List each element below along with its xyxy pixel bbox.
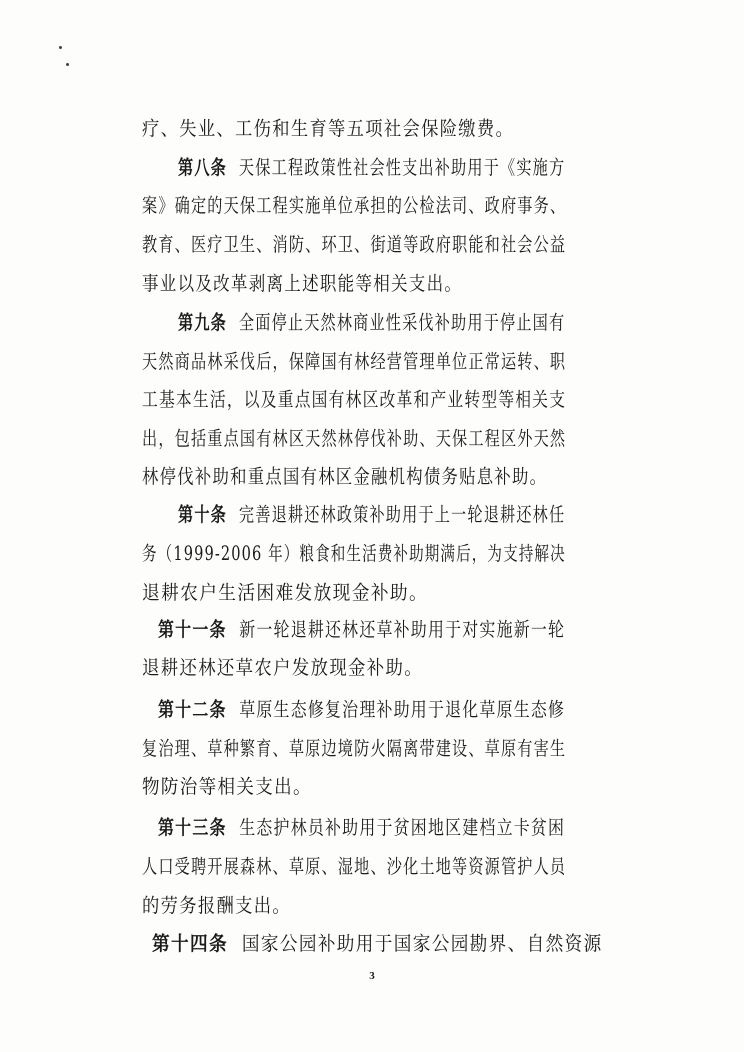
scan-speck — [66, 63, 69, 66]
article-label: 第十四条 — [152, 932, 228, 955]
text-line — [142, 387, 566, 413]
line-text: 的劳务报酬支出。 — [142, 894, 292, 917]
line-text: 务（1999-2006 年）粮食和生活费补助期满后，为支持解决 — [142, 542, 566, 565]
text-line — [142, 271, 462, 297]
line-text: 案》确定的天保工程实施单位承担的公检法司、政府事务、 — [142, 194, 567, 217]
text-line — [142, 464, 547, 490]
article-heading-line — [178, 502, 565, 528]
text-line — [142, 193, 566, 219]
article-label: 第十一条 — [158, 618, 227, 641]
article-heading-line — [158, 617, 565, 643]
text-line — [142, 854, 566, 880]
text-line — [142, 655, 423, 681]
scan-speck — [59, 46, 62, 49]
line-text: 出，包括重点国有林区天然林停伐补助、天保工程区外天然 — [142, 427, 567, 450]
line-text: 完善退耕还林政策补助用于上一轮退耕还林任 — [238, 503, 566, 526]
line-text: 物防治等相关支出。 — [142, 775, 312, 798]
line-text: 教育、医疗卫生、消防、环卫、街道等政府职能和社会公益 — [142, 233, 567, 256]
line-text: 天保工程政策性社会性支出补助用于《实施方 — [238, 156, 566, 179]
line-text: 草原生态修复治理补助用于退化草原生态修 — [239, 698, 566, 721]
page-number: 3 — [369, 970, 375, 982]
line-text: 疗、失业、工伤和生育等五项社会保险缴费。 — [142, 117, 515, 140]
line-text: 生态护林员补助用于贫困地区建档立卡贫困 — [239, 816, 566, 839]
line-text: 国家公园补助用于国家公园勘界、自然资源 — [241, 932, 603, 955]
line-text: 人口受聘开展森林、草原、湿地、沙化土地等资源管护人员 — [142, 855, 567, 878]
text-line — [142, 349, 566, 375]
article-heading-line — [158, 815, 565, 841]
text-line — [142, 232, 566, 258]
article-heading-line — [152, 931, 603, 957]
text-line — [142, 736, 566, 762]
text-line — [142, 426, 566, 452]
article-label: 第十三条 — [158, 816, 227, 839]
line-text: 事业以及改革剥离上述职能等相关支出。 — [142, 272, 463, 295]
article-heading-line — [158, 697, 565, 723]
article-label: 第九条 — [178, 311, 227, 334]
text-line — [142, 580, 428, 606]
line-text: 复治理、草种繁育、草原边境防火隔离带建设、草原有害生 — [142, 737, 567, 760]
article-label: 第十二条 — [158, 698, 227, 721]
text-line — [142, 541, 566, 567]
line-text: 林停伐补助和重点国有林区金融机构债务贴息补助。 — [142, 465, 548, 488]
line-text: 退耕农户生活困难发放现金补助。 — [142, 581, 429, 604]
line-text: 新一轮退耕还林还草补助用于对实施新一轮 — [239, 618, 566, 641]
line-text: 全面停止天然林商业性采伐补助用于停止国有 — [238, 311, 566, 334]
article-label: 第十条 — [178, 503, 227, 526]
text-line — [142, 116, 514, 142]
text-line — [142, 774, 312, 800]
line-text: 工基本生活，以及重点国有林区改革和产业转型等相关支 — [142, 388, 567, 411]
article-heading-line — [178, 155, 565, 181]
line-text: 退耕还林还草农户发放现金补助。 — [142, 656, 423, 679]
text-line — [142, 893, 291, 919]
article-label: 第八条 — [178, 156, 227, 179]
line-text: 天然商品林采伐后，保障国有林经营管理单位正常运转、职 — [142, 350, 567, 373]
article-heading-line — [178, 310, 565, 336]
